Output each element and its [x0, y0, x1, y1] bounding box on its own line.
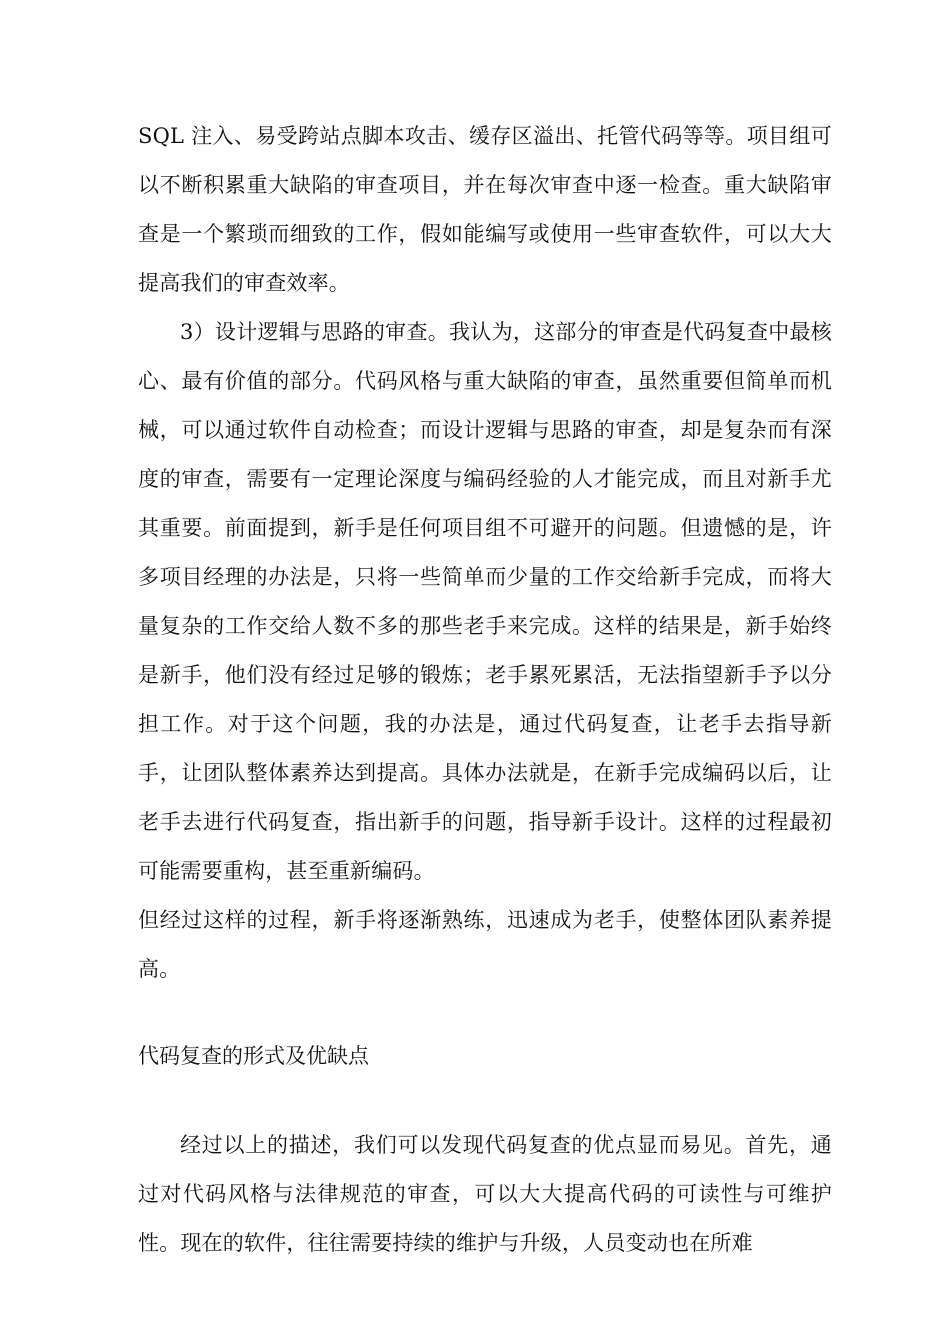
section-heading: 代码复查的形式及优缺点: [138, 1044, 369, 1068]
paragraph-advantages: 经过以上的描述，我们可以发现代码复查的优点显而易见。首先，通过对代码风格与法律规范的审查，可以大大提高代码的可读性与可维护性。现在的软件，往往需要持续的维护与升级，人员变动也在所难: [138, 1133, 832, 1255]
document-page: [138, 112, 832, 1268]
spacer: [138, 1081, 832, 1121]
paragraph-design-logic-review: 3）设计逻辑与思路的审查。我认为，这部分的审查是代码复查中最核心、最有价值的部分。代码风格与重大缺陷的审查，虽然重要但简单而机械，可以通过软件自动检查；而设计逻辑与思路的审查，却是复杂而有深度的审查，需要有一定理论深度与编码经验的人才能完成，而且对新手尤其重要。前面提到，新手是任何项目组不可避开的问题。但遗憾的是，许多项目经理的办法是，只将一些简单而少量的工作交给新手完成，而将大量复杂的工作交给人数不多的那些老手来完成。这样的结果是，新手始终是新手，他们没有经过足够的锻炼；老手累死累活，无法指望新手予以分担工作。对于这个问题，我的办法是，通过代码复查，让老手去指导新手，让团队整体素养达到提高。具体办法就是，在新手完成编码以后，让老手去进行代码复查，指出新手的问题，指导新手设计。这样的过程最初可能需要重构，甚至重新编码。: [138, 320, 832, 883]
spacer: [138, 994, 832, 1032]
paragraph-sql-injection: SQL 注入、易受跨站点脚本攻击、缓存区溢出、托管代码等等。项目组可以不断积累重大缺陷的审查项目，并在每次审查中逐一检查。重大缺陷审查是一个繁琐而细致的工作，假如能编写或使用一些审查软件，可以大大提高我们的审查效率。: [138, 124, 832, 295]
paragraph-newcomer-growth: 但经过这样的过程，新手将逐渐熟练，迅速成为老手，使整体团队素养提高。: [138, 908, 832, 981]
